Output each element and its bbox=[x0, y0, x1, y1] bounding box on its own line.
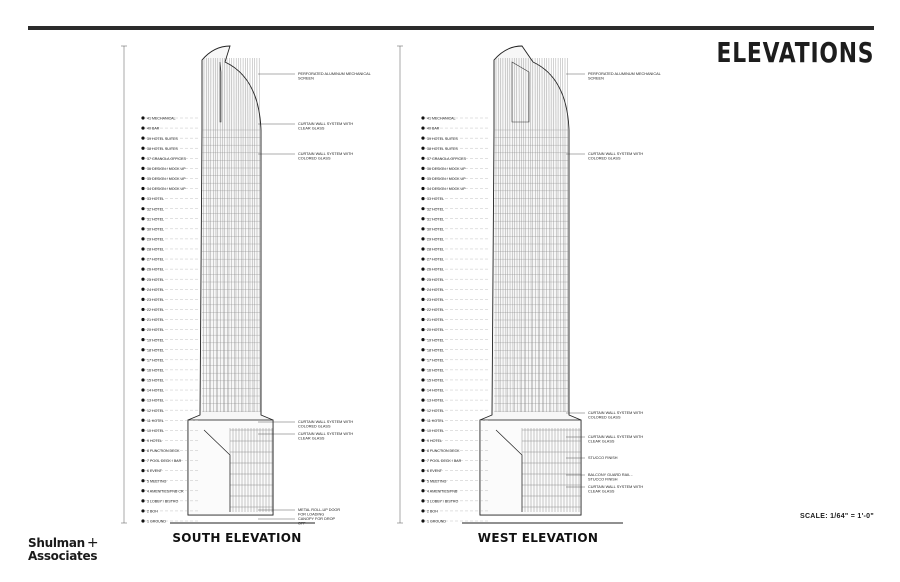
south-level-label: 3 LOBBY / BISTRO bbox=[147, 499, 179, 504]
south-level-marker bbox=[141, 197, 144, 200]
west-level-label: 39 HOTEL SUITES bbox=[427, 136, 458, 141]
west-level-marker bbox=[421, 116, 424, 119]
west-level-label: 38 HOTEL SUITES bbox=[427, 146, 458, 151]
south-level-marker bbox=[141, 126, 144, 129]
south-level-marker bbox=[141, 157, 144, 160]
west-level-label: 4 AMENITIES/FNB bbox=[427, 489, 458, 494]
south-level-label: 36 DESIGN / MOCK UP bbox=[147, 166, 186, 171]
south-note-text: CLEAR GLASS bbox=[298, 436, 325, 441]
south-level-label: 28 HOTEL bbox=[147, 247, 164, 252]
west-level-label: 1 GROUND bbox=[427, 519, 446, 524]
west-level-marker bbox=[421, 187, 424, 190]
south-level-label: 12 HOTEL bbox=[147, 408, 164, 413]
west-level-label: 5 MEETING bbox=[427, 479, 447, 484]
south-level-label: 11 HOTEL bbox=[147, 418, 164, 423]
west-elevation-label: WEST ELEVATION bbox=[477, 531, 599, 545]
west-level-marker bbox=[421, 499, 424, 502]
west-level-marker bbox=[421, 227, 424, 230]
west-level-marker bbox=[421, 167, 424, 170]
south-level-label: 16 HOTEL bbox=[147, 368, 164, 373]
west-level-label: 17 HOTEL bbox=[427, 358, 444, 363]
west-level-label: 16 HOTEL bbox=[427, 368, 444, 373]
west-level-label: 31 HOTEL bbox=[427, 217, 444, 222]
south-level-label: 37 GRANOLA OFFICES bbox=[147, 156, 186, 161]
west-level-marker bbox=[421, 439, 424, 442]
west-level-label: 6 EVENT bbox=[427, 469, 442, 474]
south-level-label: 5 MEETING bbox=[147, 479, 167, 484]
west-level-marker bbox=[421, 419, 424, 422]
south-note-text: COLORED GLASS bbox=[298, 424, 331, 429]
south-note-text: CANOPY FOR DROP bbox=[298, 517, 336, 521]
south-level-marker bbox=[141, 207, 144, 210]
south-level-marker bbox=[141, 227, 144, 230]
south-level-marker bbox=[141, 247, 144, 250]
south-level-marker bbox=[141, 116, 144, 119]
south-note-text: CURTAIN WALL SYSTEM WITH bbox=[298, 432, 354, 436]
south-level-label: 38 HOTEL SUITES bbox=[147, 146, 178, 151]
south-level-marker bbox=[141, 268, 144, 271]
south-level-marker bbox=[141, 167, 144, 170]
west-level-marker bbox=[421, 429, 424, 432]
west-level-label: 2 BOH bbox=[427, 509, 438, 514]
west-level-marker bbox=[421, 509, 424, 512]
south-note-text: SCREEN bbox=[298, 76, 314, 81]
west-level-marker bbox=[421, 126, 424, 129]
south-level-label: 33 HOTEL bbox=[147, 197, 164, 202]
west-level-marker bbox=[421, 137, 424, 140]
south-podium bbox=[188, 420, 273, 515]
south-level-label: 22 HOTEL bbox=[147, 308, 164, 313]
south-level-label: 21 HOTEL bbox=[147, 318, 164, 323]
south-level-label: 14 HOTEL bbox=[147, 388, 164, 393]
south-level-marker bbox=[141, 459, 144, 462]
south-level-label: 8 FUNCTION DECK bbox=[147, 449, 180, 454]
west-level-label: 3 LOBBY / BISTRO bbox=[427, 499, 459, 504]
west-group bbox=[397, 46, 661, 524]
scale-note: SCALE: 1/64" = 1'-0" bbox=[799, 513, 874, 520]
south-note-text: CURTAIN WALL SYSTEM WITH bbox=[298, 420, 354, 424]
south-level-label: 4 AMENITIES/FNB CR bbox=[147, 489, 184, 494]
west-level-label: 23 HOTEL bbox=[427, 297, 444, 302]
west-level-label: 12 HOTEL bbox=[427, 408, 444, 413]
south-level-marker bbox=[141, 479, 144, 482]
south-level-label: 39 HOTEL SUITES bbox=[147, 136, 178, 141]
south-level-marker bbox=[141, 388, 144, 391]
sheet-title: ELEVATIONS bbox=[716, 36, 874, 69]
west-level-marker bbox=[421, 147, 424, 150]
west-level-label: 13 HOTEL bbox=[427, 398, 444, 403]
south-level-label: 34 DESIGN / MOCK UP bbox=[147, 187, 186, 192]
west-level-marker bbox=[421, 489, 424, 492]
west-level-marker bbox=[421, 268, 424, 271]
west-level-marker bbox=[421, 388, 424, 391]
south-level-marker bbox=[141, 278, 144, 281]
south-level-marker bbox=[141, 257, 144, 260]
south-level-marker bbox=[141, 348, 144, 351]
south-level-marker bbox=[141, 288, 144, 291]
south-level-label: 23 HOTEL bbox=[147, 297, 164, 302]
west-level-marker bbox=[421, 409, 424, 412]
south-level-label: 26 HOTEL bbox=[147, 267, 164, 272]
south-level-marker bbox=[141, 519, 144, 522]
south-note-text: PERFORATED ALUMINUM MECHANICAL bbox=[298, 72, 371, 76]
south-level-marker bbox=[141, 509, 144, 512]
south-level-marker bbox=[141, 378, 144, 381]
west-level-label: 25 HOTEL bbox=[427, 277, 444, 282]
south-level-label: 24 HOTEL bbox=[147, 287, 164, 292]
west-level-label: 14 HOTEL bbox=[427, 388, 444, 393]
south-level-label: 18 HOTEL bbox=[147, 348, 164, 353]
south-level-label: 17 HOTEL bbox=[147, 358, 164, 363]
west-level-marker bbox=[421, 378, 424, 381]
south-level-marker bbox=[141, 217, 144, 220]
west-level-label: 11 HOTEL bbox=[427, 418, 444, 423]
west-level-marker bbox=[421, 318, 424, 321]
west-level-label: 8 FUNCTION DECK bbox=[427, 449, 460, 454]
south-level-label: 32 HOTEL bbox=[147, 207, 164, 212]
west-note-text: COLORED GLASS bbox=[588, 156, 621, 161]
west-level-label: 32 HOTEL bbox=[427, 207, 444, 212]
west-level-label: 37 GRANOLA OFFICES bbox=[427, 156, 466, 161]
south-level-marker bbox=[141, 439, 144, 442]
south-level-label: 25 HOTEL bbox=[147, 277, 164, 282]
west-level-label: 28 HOTEL bbox=[427, 247, 444, 252]
west-level-marker bbox=[421, 157, 424, 160]
south-level-label: 10 HOTEL bbox=[147, 428, 164, 433]
west-level-label: 33 HOTEL bbox=[427, 197, 444, 202]
south-level-label: 19 HOTEL bbox=[147, 338, 164, 343]
west-level-marker bbox=[421, 338, 424, 341]
firm-logo bbox=[28, 537, 98, 563]
south-level-label: 31 HOTEL bbox=[147, 217, 164, 222]
west-note-text: CLEAR GLASS bbox=[588, 439, 615, 444]
west-level-label: 27 HOTEL bbox=[427, 257, 444, 262]
south-level-label: 6 EVENT bbox=[147, 469, 162, 474]
west-level-marker bbox=[421, 217, 424, 220]
south-level-marker bbox=[141, 419, 144, 422]
logo-line2: Associates bbox=[28, 549, 98, 563]
west-level-label: 21 HOTEL bbox=[427, 318, 444, 323]
west-level-label: 15 HOTEL bbox=[427, 378, 444, 383]
west-level-label: 7 POOL DECK / BAR bbox=[427, 459, 462, 464]
west-note-text: CURTAIN WALL SYSTEM WITH bbox=[588, 485, 644, 489]
south-elevation-label: SOUTH ELEVATION bbox=[172, 531, 302, 545]
south-level-marker bbox=[141, 328, 144, 331]
south-level-label: 9 HOTEL bbox=[147, 439, 162, 443]
south-level-label: 41 MECHANICAL bbox=[147, 116, 176, 121]
west-level-marker bbox=[421, 459, 424, 462]
south-level-marker bbox=[141, 338, 144, 341]
west-level-label: 22 HOTEL bbox=[427, 308, 444, 313]
south-level-marker bbox=[141, 308, 144, 311]
south-level-label: 40 BAR bbox=[147, 126, 160, 131]
south-level-marker bbox=[141, 318, 144, 321]
west-level-marker bbox=[421, 328, 424, 331]
south-level-marker bbox=[141, 147, 144, 150]
west-note-text: SCREEN bbox=[588, 76, 604, 81]
west-level-marker bbox=[421, 207, 424, 210]
west-level-label: 40 BAR bbox=[427, 126, 440, 131]
south-level-marker bbox=[141, 399, 144, 402]
west-note-text: STUCCO FINISH bbox=[588, 456, 618, 460]
south-level-label: 20 HOTEL bbox=[147, 328, 164, 333]
west-note-text: COLORED GLASS bbox=[588, 415, 621, 420]
west-note-text: CURTAIN WALL SYSTEM WITH bbox=[588, 411, 644, 415]
west-level-marker bbox=[421, 368, 424, 371]
south-level-marker bbox=[141, 358, 144, 361]
west-level-label: 34 DESIGN / MOCK UP bbox=[427, 187, 466, 192]
west-level-label: 29 HOTEL bbox=[427, 237, 444, 242]
south-note-text: CURTAIN WALL SYSTEM WITH bbox=[298, 152, 354, 156]
west-note-text: PERFORATED ALUMINUM MECHANICAL bbox=[588, 72, 661, 76]
south-level-marker bbox=[141, 429, 144, 432]
south-level-label: 13 HOTEL bbox=[147, 398, 164, 403]
west-level-marker bbox=[421, 197, 424, 200]
south-level-label: 15 HOTEL bbox=[147, 378, 164, 383]
west-level-label: 10 HOTEL bbox=[427, 428, 444, 433]
west-level-marker bbox=[421, 399, 424, 402]
west-level-marker bbox=[421, 237, 424, 240]
west-level-marker bbox=[421, 348, 424, 351]
west-level-marker bbox=[421, 257, 424, 260]
south-level-label: 35 DESIGN / MOCK UP bbox=[147, 177, 186, 182]
west-level-marker bbox=[421, 298, 424, 301]
south-level-marker bbox=[141, 368, 144, 371]
south-level-marker bbox=[141, 489, 144, 492]
south-level-label: 30 HOTEL bbox=[147, 227, 164, 232]
south-level-marker bbox=[141, 499, 144, 502]
west-level-marker bbox=[421, 449, 424, 452]
west-level-label: 35 DESIGN / MOCK UP bbox=[427, 177, 466, 182]
west-level-marker bbox=[421, 358, 424, 361]
west-level-label: 24 HOTEL bbox=[427, 287, 444, 292]
south-level-marker bbox=[141, 469, 144, 472]
south-level-marker bbox=[141, 449, 144, 452]
south-level-marker bbox=[141, 409, 144, 412]
south-level-marker bbox=[141, 177, 144, 180]
west-level-marker bbox=[421, 278, 424, 281]
west-note-text: CURTAIN WALL SYSTEM WITH bbox=[588, 435, 644, 439]
west-level-label: 30 HOTEL bbox=[427, 227, 444, 232]
south-note-text: METAL ROLL-UP DOOR bbox=[298, 508, 341, 512]
south-note-text: FOR LOADING bbox=[298, 512, 325, 517]
south-level-marker bbox=[141, 187, 144, 190]
south-level-marker bbox=[141, 298, 144, 301]
logo-plus: + bbox=[86, 535, 99, 551]
west-level-label: 9 HOTEL bbox=[427, 439, 442, 443]
south-note-text: CLEAR GLASS bbox=[298, 126, 325, 131]
west-level-label: 18 HOTEL bbox=[427, 348, 444, 353]
west-podium bbox=[480, 420, 581, 515]
south-note-text: COLORED GLASS bbox=[298, 156, 331, 161]
south-note-text: OFF bbox=[298, 521, 306, 526]
logo-line1: Shulman bbox=[28, 536, 85, 550]
west-level-marker bbox=[421, 247, 424, 250]
west-level-marker bbox=[421, 308, 424, 311]
south-level-label: 29 HOTEL bbox=[147, 237, 164, 242]
south-note-text: CURTAIN WALL SYSTEM WITH bbox=[298, 122, 354, 126]
west-level-label: 36 DESIGN / MOCK UP bbox=[427, 166, 466, 171]
south-level-marker bbox=[141, 237, 144, 240]
south-level-label: 2 BOH bbox=[147, 509, 158, 514]
south-group bbox=[121, 46, 371, 526]
west-level-label: 20 HOTEL bbox=[427, 328, 444, 333]
south-level-label: 1 GROUND bbox=[147, 519, 166, 524]
west-level-marker bbox=[421, 469, 424, 472]
west-level-marker bbox=[421, 479, 424, 482]
west-note-text: STUCCO FINISH bbox=[588, 477, 618, 482]
west-note-text: CLEAR GLASS bbox=[588, 489, 615, 494]
west-level-label: 26 HOTEL bbox=[427, 267, 444, 272]
south-level-marker bbox=[141, 137, 144, 140]
west-level-marker bbox=[421, 288, 424, 291]
west-level-marker bbox=[421, 519, 424, 522]
south-level-label: 7 POOL DECK / BAR bbox=[147, 459, 182, 464]
west-level-label: 41 MECHANICAL bbox=[427, 116, 456, 121]
west-level-label: 19 HOTEL bbox=[427, 338, 444, 343]
west-level-marker bbox=[421, 177, 424, 180]
south-level-label: 27 HOTEL bbox=[147, 257, 164, 262]
west-note-text: BALCONY GUARD RAIL - bbox=[588, 473, 633, 477]
west-note-text: CURTAIN WALL SYSTEM WITH bbox=[588, 152, 644, 156]
